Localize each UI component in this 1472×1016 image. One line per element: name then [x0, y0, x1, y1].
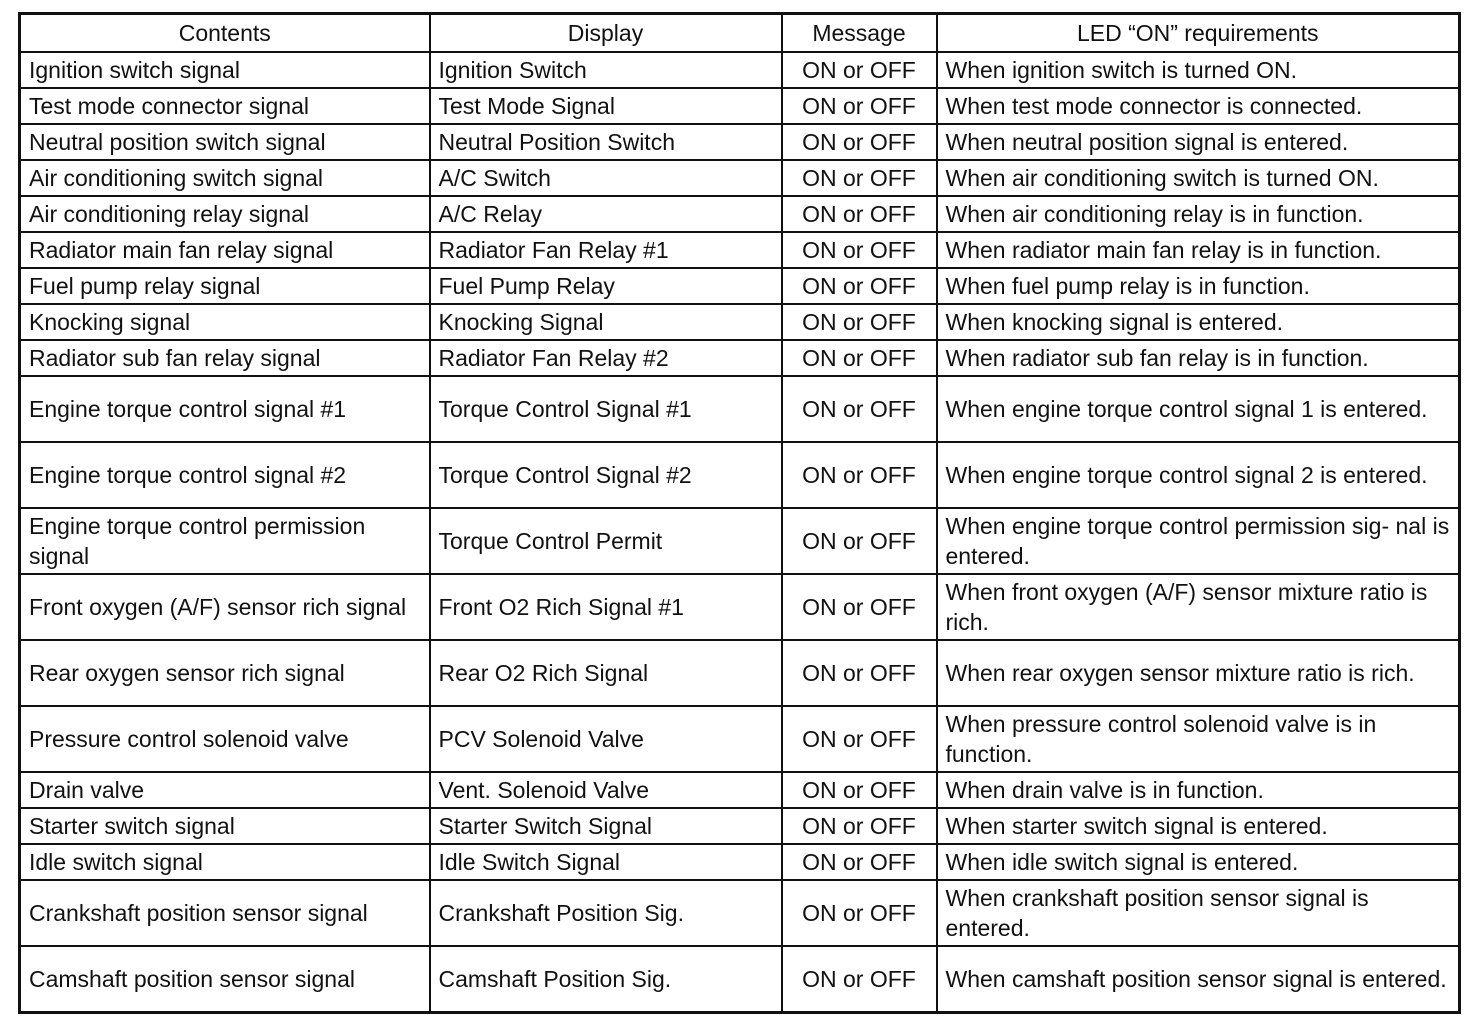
cell-requirement: When test mode connector is connected. — [937, 88, 1460, 124]
cell-requirement: When knocking signal is entered. — [937, 304, 1460, 340]
table-row — [20, 946, 1460, 1013]
header-contents: Contents — [20, 14, 430, 53]
cell-requirement: When air conditioning relay is in function. — [937, 196, 1460, 232]
cell-contents: Ignition switch signal — [20, 52, 430, 88]
cell-display: Fuel Pump Relay — [430, 268, 782, 304]
cell-requirement: When camshaft position sensor signal is entered. — [937, 946, 1460, 1013]
cell-message: ON or OFF — [782, 232, 937, 268]
cell-requirement: When radiator sub fan relay is in function. — [937, 340, 1460, 376]
cell-message: ON or OFF — [782, 268, 937, 304]
cell-display: PCV Solenoid Valve — [430, 706, 782, 772]
cell-contents: Front oxygen (A/F) sensor rich signal — [20, 574, 430, 640]
cell-requirement: When idle switch signal is entered. — [937, 844, 1460, 880]
cell-contents: Engine torque control signal #2 — [20, 442, 430, 508]
cell-contents: Starter switch signal — [20, 808, 430, 844]
table-row — [20, 808, 1460, 844]
cell-requirement: When pressure control solenoid valve is in function. — [937, 706, 1460, 772]
cell-display: Radiator Fan Relay #1 — [430, 232, 782, 268]
cell-display: Camshaft Position Sig. — [430, 946, 782, 1013]
cell-contents: Radiator sub fan relay signal — [20, 340, 430, 376]
cell-contents: Neutral position switch signal — [20, 124, 430, 160]
cell-display: Ignition Switch — [430, 52, 782, 88]
led-requirements-table — [18, 12, 1461, 1014]
cell-message: ON or OFF — [782, 946, 937, 1013]
cell-message: ON or OFF — [782, 442, 937, 508]
table-header — [20, 14, 1460, 53]
cell-requirement: When ignition switch is turned ON. — [937, 52, 1460, 88]
cell-requirement: When starter switch signal is entered. — [937, 808, 1460, 844]
header-led-requirements: LED “ON” requirements — [937, 14, 1460, 53]
cell-message: ON or OFF — [782, 124, 937, 160]
cell-contents: Knocking signal — [20, 304, 430, 340]
cell-display: Vent. Solenoid Valve — [430, 772, 782, 808]
header-message: Message — [782, 14, 937, 53]
cell-display: Crankshaft Position Sig. — [430, 880, 782, 946]
table-row — [20, 706, 1460, 772]
table-row — [20, 52, 1460, 88]
table-row — [20, 88, 1460, 124]
table-row — [20, 196, 1460, 232]
table-row — [20, 844, 1460, 880]
table-row — [20, 880, 1460, 946]
cell-display: Neutral Position Switch — [430, 124, 782, 160]
cell-message: ON or OFF — [782, 574, 937, 640]
cell-requirement: When engine torque control permission sig- nal is entered. — [937, 508, 1460, 574]
cell-requirement: When radiator main fan relay is in function. — [937, 232, 1460, 268]
cell-contents: Pressure control solenoid valve — [20, 706, 430, 772]
cell-display: Radiator Fan Relay #2 — [430, 340, 782, 376]
cell-requirement: When drain valve is in function. — [937, 772, 1460, 808]
cell-requirement: When engine torque control signal 2 is entered. — [937, 442, 1460, 508]
table-row — [20, 304, 1460, 340]
cell-contents: Drain valve — [20, 772, 430, 808]
cell-message: ON or OFF — [782, 376, 937, 442]
table-row — [20, 124, 1460, 160]
cell-requirement: When fuel pump relay is in function. — [937, 268, 1460, 304]
cell-display: A/C Relay — [430, 196, 782, 232]
cell-message: ON or OFF — [782, 508, 937, 574]
cell-message: ON or OFF — [782, 340, 937, 376]
cell-display: Torque Control Signal #1 — [430, 376, 782, 442]
cell-contents: Air conditioning relay signal — [20, 196, 430, 232]
cell-display: Torque Control Signal #2 — [430, 442, 782, 508]
table-row — [20, 772, 1460, 808]
table-row — [20, 442, 1460, 508]
cell-message: ON or OFF — [782, 304, 937, 340]
cell-message: ON or OFF — [782, 640, 937, 706]
cell-contents: Air conditioning switch signal — [20, 160, 430, 196]
cell-contents: Engine torque control permission signal — [20, 508, 430, 574]
table-row — [20, 508, 1460, 574]
cell-message: ON or OFF — [782, 196, 937, 232]
table-row — [20, 232, 1460, 268]
cell-contents: Camshaft position sensor signal — [20, 946, 430, 1013]
cell-message: ON or OFF — [782, 808, 937, 844]
cell-contents: Radiator main fan relay signal — [20, 232, 430, 268]
header-display: Display — [430, 14, 782, 53]
cell-message: ON or OFF — [782, 844, 937, 880]
table-row — [20, 574, 1460, 640]
cell-contents: Rear oxygen sensor rich signal — [20, 640, 430, 706]
cell-message: ON or OFF — [782, 88, 937, 124]
cell-message: ON or OFF — [782, 706, 937, 772]
cell-message: ON or OFF — [782, 880, 937, 946]
table-row — [20, 340, 1460, 376]
cell-message: ON or OFF — [782, 52, 937, 88]
cell-display: Torque Control Permit — [430, 508, 782, 574]
cell-requirement: When crankshaft position sensor signal is entered. — [937, 880, 1460, 946]
cell-message: ON or OFF — [782, 772, 937, 808]
cell-display: Idle Switch Signal — [430, 844, 782, 880]
cell-contents: Crankshaft position sensor signal — [20, 880, 430, 946]
header-row — [20, 14, 1460, 53]
cell-display: Test Mode Signal — [430, 88, 782, 124]
cell-contents: Idle switch signal — [20, 844, 430, 880]
cell-contents: Fuel pump relay signal — [20, 268, 430, 304]
cell-requirement: When front oxygen (A/F) sensor mixture ratio is rich. — [937, 574, 1460, 640]
table-row — [20, 268, 1460, 304]
cell-display: Rear O2 Rich Signal — [430, 640, 782, 706]
cell-requirement: When neutral position signal is entered. — [937, 124, 1460, 160]
table-row — [20, 640, 1460, 706]
table-row — [20, 376, 1460, 442]
cell-requirement: When rear oxygen sensor mixture ratio is rich. — [937, 640, 1460, 706]
cell-requirement: When engine torque control signal 1 is entered. — [937, 376, 1460, 442]
cell-contents: Test mode connector signal — [20, 88, 430, 124]
cell-display: Front O2 Rich Signal #1 — [430, 574, 782, 640]
cell-requirement: When air conditioning switch is turned ON. — [937, 160, 1460, 196]
cell-display: A/C Switch — [430, 160, 782, 196]
cell-message: ON or OFF — [782, 160, 937, 196]
cell-contents: Engine torque control signal #1 — [20, 376, 430, 442]
cell-display: Knocking Signal — [430, 304, 782, 340]
table-body — [20, 52, 1460, 1013]
cell-display: Starter Switch Signal — [430, 808, 782, 844]
table-row — [20, 160, 1460, 196]
